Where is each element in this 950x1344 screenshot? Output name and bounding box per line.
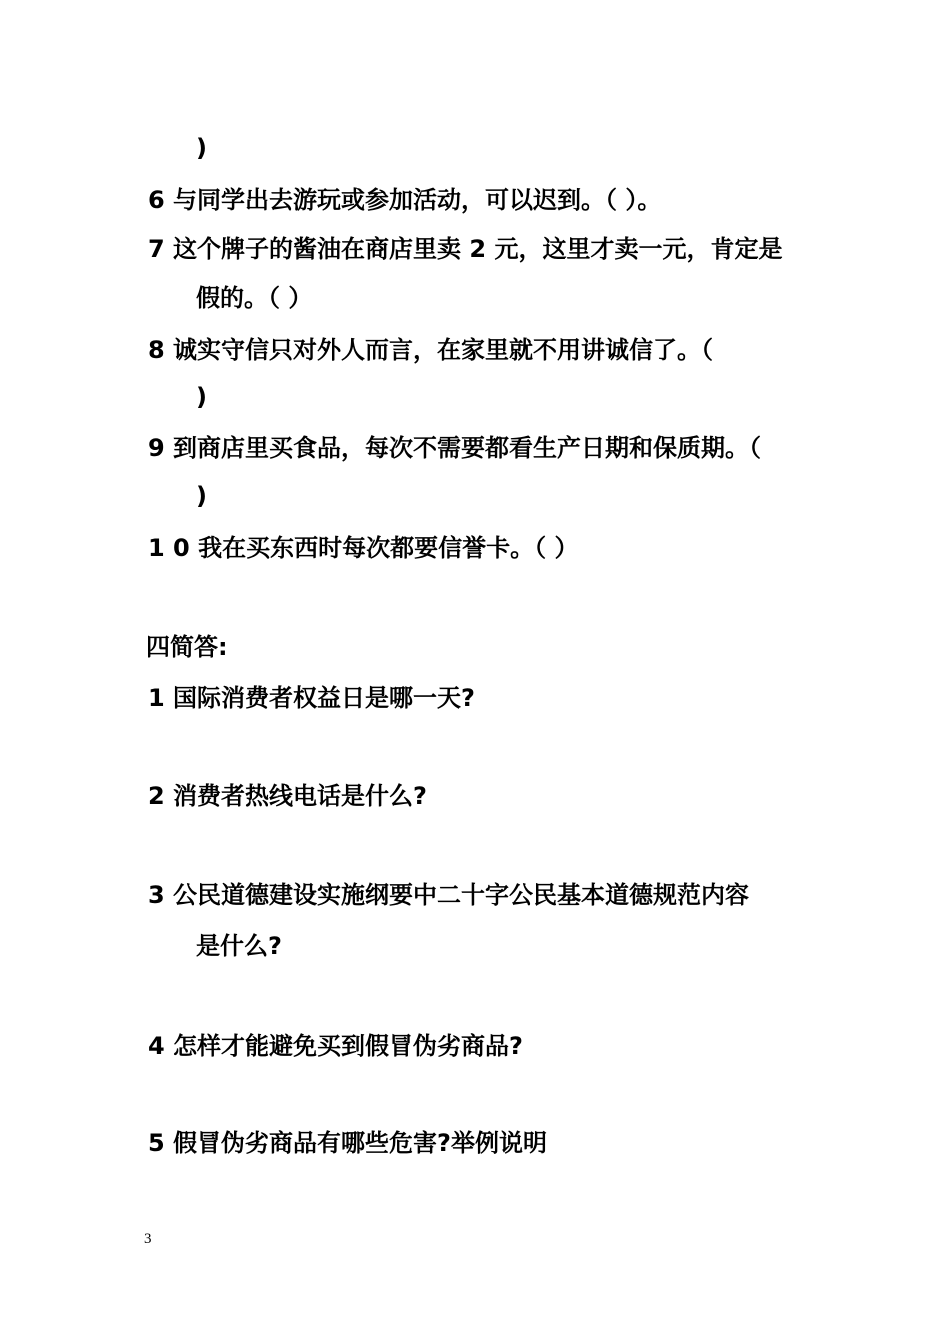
tf-item-6: 6 与同学出去游玩或参加活动，可以迟到。（ ）。 (148, 186, 662, 214)
short-answer-3-line-1: 3 公民道德建设实施纲要中二十字公民基本道德规范内容 (148, 881, 750, 909)
tf-item-7-line-2: 假的。（ ） (196, 284, 313, 312)
short-answer-1: 1 国际消费者权益日是哪一天? (148, 684, 475, 712)
tf-item-8-line-1: 8 诚实守信只对外人而言，在家里就不用讲诚信了。（ (148, 336, 714, 364)
page-number: 3 (144, 1231, 152, 1247)
short-answer-3-line-2: 是什么? (196, 932, 282, 960)
tf-item-9-line-1: 9 到商店里买食品，每次不需要都看生产日期和保质期。（ (148, 434, 762, 462)
tf-item-9-line-2: ) (196, 482, 207, 510)
short-answer-2: 2 消费者热线电话是什么? (148, 782, 427, 810)
tf-item-8-line-2: ) (196, 383, 207, 411)
short-answer-5: 5 假冒伪劣商品有哪些危害?举例说明 (148, 1129, 547, 1157)
section-4-heading: 四简答: (146, 633, 228, 661)
short-answer-4: 4 怎样才能避免买到假冒伪劣商品? (148, 1032, 523, 1060)
tf-item-10: 1 0 我在买东西时每次都要信誉卡。（ ） (148, 534, 579, 562)
tf-item-5-continuation: ) (196, 134, 207, 162)
tf-item-7-line-1: 7 这个牌子的酱油在商店里卖 2 元，这里才卖一元，肯定是 (148, 235, 783, 263)
